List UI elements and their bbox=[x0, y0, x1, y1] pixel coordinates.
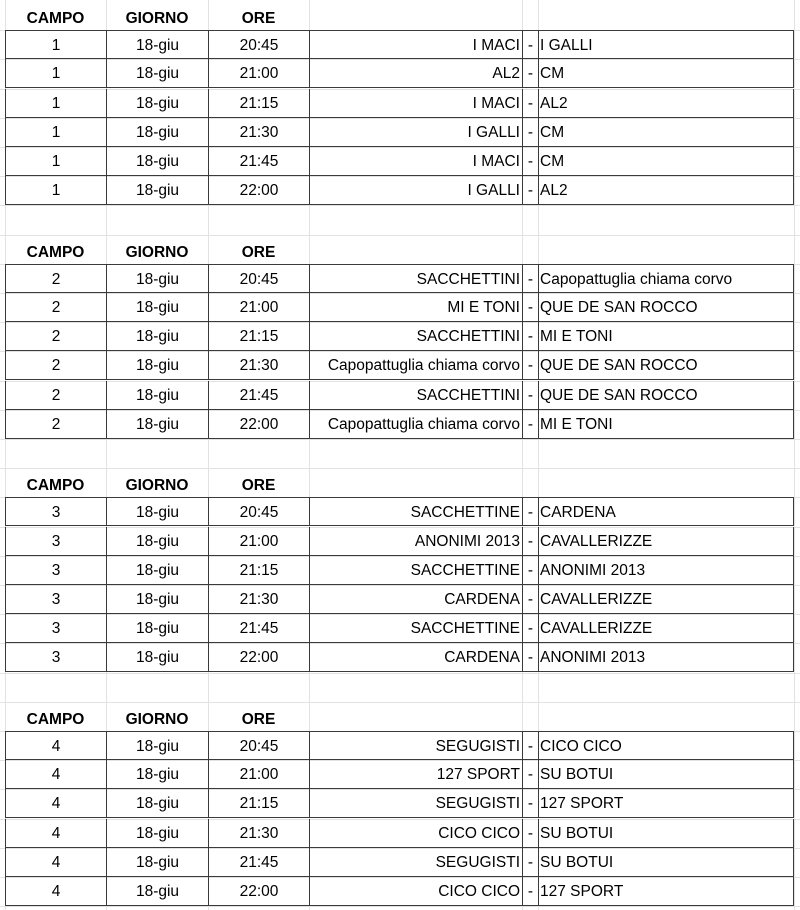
cell-away-team[interactable]: CM bbox=[538, 59, 794, 88]
cell-campo[interactable]: 4 bbox=[5, 789, 106, 818]
cell-ore[interactable]: 21:30 bbox=[208, 351, 309, 380]
cell-giorno[interactable]: 18-giu bbox=[106, 527, 208, 556]
cell-away-team[interactable]: SU BOTUI bbox=[538, 819, 794, 848]
cell-giorno[interactable]: 18-giu bbox=[106, 293, 208, 322]
match-row bbox=[0, 497, 800, 526]
header-giorno[interactable]: GIORNO bbox=[125, 10, 189, 27]
cell-home-team[interactable]: SACCHETTINI bbox=[309, 381, 522, 410]
cell-separator[interactable]: - bbox=[522, 731, 538, 760]
cell-home-team[interactable]: ANONIMI 2013 bbox=[309, 527, 522, 556]
cell-home-team[interactable]: SACCHETTINI bbox=[309, 264, 522, 293]
cell-giorno[interactable]: 18-giu bbox=[106, 877, 208, 906]
cell-campo[interactable]: 2 bbox=[5, 322, 106, 351]
header-empty-away[interactable] bbox=[538, 4, 794, 33]
match-row bbox=[0, 789, 800, 818]
cell-giorno[interactable]: 18-giu bbox=[106, 381, 208, 410]
header-giorno[interactable]: GIORNO bbox=[125, 243, 189, 261]
cell-separator[interactable]: - bbox=[522, 789, 538, 818]
cell-campo[interactable]: 4 bbox=[5, 731, 106, 760]
match-row bbox=[0, 614, 800, 643]
cell-campo[interactable]: 1 bbox=[5, 59, 106, 88]
header-campo[interactable]: CAMPO bbox=[26, 710, 85, 728]
match-row bbox=[0, 585, 800, 614]
cell-away-team[interactable]: CM bbox=[538, 147, 794, 176]
cell-home-team[interactable]: I MACI bbox=[309, 147, 522, 176]
cell-giorno[interactable]: 18-giu bbox=[106, 614, 208, 643]
cell-home-team[interactable]: CICO CICO bbox=[309, 819, 522, 848]
cell-separator[interactable]: - bbox=[522, 556, 538, 585]
cell-ore[interactable]: 20:45 bbox=[208, 264, 309, 293]
cell-ore[interactable]: 21:45 bbox=[208, 381, 309, 410]
match-row bbox=[0, 30, 800, 59]
header-empty-home[interactable] bbox=[309, 238, 522, 267]
cell-giorno[interactable]: 18-giu bbox=[106, 848, 208, 877]
grid-row-line bbox=[0, 906, 800, 907]
match-row bbox=[0, 819, 800, 848]
cell-away-team[interactable]: QUE DE SAN ROCCO bbox=[538, 381, 794, 410]
cell-giorno[interactable]: 18-giu bbox=[106, 89, 208, 118]
cell-ore[interactable]: 22:00 bbox=[208, 643, 309, 672]
cell-campo[interactable]: 1 bbox=[5, 147, 106, 176]
cell-separator[interactable]: - bbox=[522, 848, 538, 877]
header-empty-away[interactable] bbox=[538, 471, 794, 500]
cell-home-team[interactable]: CICO CICO bbox=[309, 877, 522, 906]
grid-row-line bbox=[0, 235, 800, 236]
grid-row-line bbox=[0, 439, 800, 440]
cell-ore[interactable]: 21:00 bbox=[208, 293, 309, 322]
cell-giorno[interactable]: 18-giu bbox=[106, 497, 208, 526]
cell-campo[interactable]: 4 bbox=[5, 877, 106, 906]
cell-giorno[interactable]: 18-giu bbox=[106, 556, 208, 585]
cell-ore[interactable]: 21:15 bbox=[208, 556, 309, 585]
header-empty-dash[interactable] bbox=[522, 4, 538, 33]
cell-separator[interactable]: - bbox=[522, 147, 538, 176]
cell-giorno[interactable]: 18-giu bbox=[106, 410, 208, 439]
cell-campo[interactable]: 3 bbox=[5, 556, 106, 585]
cell-home-team[interactable]: I GALLI bbox=[309, 176, 522, 205]
cell-campo[interactable]: 4 bbox=[5, 760, 106, 789]
cell-campo[interactable]: 3 bbox=[5, 527, 106, 556]
cell-home-team[interactable]: Capopattuglia chiama corvo bbox=[309, 410, 522, 439]
match-row bbox=[0, 877, 800, 906]
cell-separator[interactable]: - bbox=[522, 760, 538, 789]
header-empty-home[interactable] bbox=[309, 471, 522, 500]
cell-ore[interactable]: 22:00 bbox=[208, 877, 309, 906]
match-row bbox=[0, 527, 800, 556]
cell-separator[interactable]: - bbox=[522, 877, 538, 906]
match-row bbox=[0, 760, 800, 789]
cell-ore[interactable]: 22:00 bbox=[208, 410, 309, 439]
cell-ore[interactable]: 21:30 bbox=[208, 819, 309, 848]
cell-home-team[interactable]: I MACI bbox=[309, 30, 522, 59]
cell-separator[interactable]: - bbox=[522, 118, 538, 147]
cell-away-team[interactable]: CM bbox=[538, 118, 794, 147]
cell-ore[interactable]: 21:00 bbox=[208, 527, 309, 556]
cell-away-team[interactable]: QUE DE SAN ROCCO bbox=[538, 293, 794, 322]
match-row bbox=[0, 147, 800, 176]
match-row bbox=[0, 643, 800, 672]
cell-separator[interactable]: - bbox=[522, 59, 538, 88]
cell-ore[interactable]: 21:00 bbox=[208, 760, 309, 789]
header-row-campo-3 bbox=[0, 471, 800, 500]
match-row bbox=[0, 264, 800, 293]
cell-separator[interactable]: - bbox=[522, 293, 538, 322]
cell-home-team[interactable]: MI E TONI bbox=[309, 293, 522, 322]
header-ore[interactable]: ORE bbox=[241, 243, 276, 261]
cell-giorno[interactable]: 18-giu bbox=[106, 585, 208, 614]
header-empty-home[interactable] bbox=[309, 705, 522, 734]
cell-separator[interactable]: - bbox=[522, 585, 538, 614]
header-ore[interactable]: ORE bbox=[241, 710, 276, 728]
cell-separator[interactable]: - bbox=[522, 264, 538, 293]
cell-away-team[interactable]: 127 SPORT bbox=[538, 789, 794, 818]
cell-home-team[interactable]: AL2 bbox=[309, 59, 522, 88]
cell-separator[interactable]: - bbox=[522, 643, 538, 672]
cell-separator[interactable]: - bbox=[522, 176, 538, 205]
cell-home-team[interactable]: I GALLI bbox=[309, 118, 522, 147]
match-row bbox=[0, 410, 800, 439]
cell-home-team[interactable]: CARDENA bbox=[309, 643, 522, 672]
cell-ore[interactable]: 21:45 bbox=[208, 614, 309, 643]
header-giorno[interactable]: GIORNO bbox=[125, 710, 189, 728]
cell-home-team[interactable]: SACCHETTINI bbox=[309, 322, 522, 351]
cell-away-team[interactable]: SU BOTUI bbox=[538, 848, 794, 877]
header-row-campo-2 bbox=[0, 238, 800, 267]
grid-row-line bbox=[0, 673, 800, 674]
match-row bbox=[0, 89, 800, 118]
cell-campo[interactable]: 1 bbox=[5, 176, 106, 205]
match-row bbox=[0, 381, 800, 410]
cell-separator[interactable]: - bbox=[522, 30, 538, 59]
cell-ore[interactable]: 21:45 bbox=[208, 147, 309, 176]
cell-away-team[interactable]: AL2 bbox=[538, 89, 794, 118]
cell-away-team[interactable]: CAVALLERIZZE bbox=[538, 614, 794, 643]
cell-ore[interactable]: 22:00 bbox=[208, 176, 309, 205]
header-row-campo-4 bbox=[0, 705, 800, 734]
cell-campo[interactable]: 3 bbox=[5, 643, 106, 672]
cell-giorno[interactable]: 18-giu bbox=[106, 731, 208, 760]
cell-away-team[interactable]: CAVALLERIZZE bbox=[538, 585, 794, 614]
cell-away-team[interactable]: AL2 bbox=[538, 176, 794, 205]
header-empty-dash[interactable] bbox=[522, 471, 538, 500]
cell-home-team[interactable]: I MACI bbox=[309, 89, 522, 118]
cell-home-team[interactable]: Capopattuglia chiama corvo bbox=[309, 351, 522, 380]
cell-home-team[interactable]: SEGUGISTI bbox=[309, 848, 522, 877]
cell-separator[interactable]: - bbox=[522, 614, 538, 643]
cell-away-team[interactable]: Capopattuglia chiama corvo bbox=[538, 264, 794, 293]
match-row bbox=[0, 322, 800, 351]
cell-giorno[interactable]: 18-giu bbox=[106, 789, 208, 818]
match-row bbox=[0, 59, 800, 88]
cell-giorno[interactable]: 18-giu bbox=[106, 643, 208, 672]
cell-ore[interactable]: 21:45 bbox=[208, 848, 309, 877]
grid-row-line bbox=[0, 468, 800, 469]
cell-away-team[interactable]: CICO CICO bbox=[538, 731, 794, 760]
cell-separator[interactable]: - bbox=[522, 381, 538, 410]
cell-home-team[interactable]: SEGUGISTI bbox=[309, 789, 522, 818]
cell-giorno[interactable]: 18-giu bbox=[106, 322, 208, 351]
cell-campo[interactable]: 3 bbox=[5, 585, 106, 614]
match-row bbox=[0, 556, 800, 585]
cell-separator[interactable]: - bbox=[522, 322, 538, 351]
cell-separator[interactable]: - bbox=[522, 497, 538, 526]
cell-giorno[interactable]: 18-giu bbox=[106, 118, 208, 147]
cell-giorno[interactable]: 18-giu bbox=[106, 264, 208, 293]
cell-away-team[interactable]: MI E TONI bbox=[538, 410, 794, 439]
header-empty-dash[interactable] bbox=[522, 705, 538, 734]
cell-ore[interactable]: 20:45 bbox=[208, 497, 309, 526]
cell-ore[interactable]: 21:30 bbox=[208, 118, 309, 147]
cell-home-team[interactable]: SACCHETTINE bbox=[309, 556, 522, 585]
cell-home-team[interactable]: 127 SPORT bbox=[309, 760, 522, 789]
header-ore[interactable]: ORE bbox=[241, 477, 276, 495]
cell-away-team[interactable]: ANONIMI 2013 bbox=[538, 556, 794, 585]
cell-giorno[interactable]: 18-giu bbox=[106, 819, 208, 848]
cell-campo[interactable]: 1 bbox=[5, 30, 106, 59]
cell-away-team[interactable]: CAVALLERIZZE bbox=[538, 527, 794, 556]
cell-campo[interactable]: 3 bbox=[5, 497, 106, 526]
match-row bbox=[0, 118, 800, 147]
cell-ore[interactable]: 21:15 bbox=[208, 789, 309, 818]
cell-away-team[interactable]: SU BOTUI bbox=[538, 760, 794, 789]
cell-away-team[interactable]: 127 SPORT bbox=[538, 877, 794, 906]
cell-giorno[interactable]: 18-giu bbox=[106, 176, 208, 205]
cell-campo[interactable]: 4 bbox=[5, 819, 106, 848]
cell-giorno[interactable]: 18-giu bbox=[106, 59, 208, 88]
cell-ore[interactable]: 20:45 bbox=[208, 30, 309, 59]
cell-campo[interactable]: 2 bbox=[5, 293, 106, 322]
cell-separator[interactable]: - bbox=[522, 89, 538, 118]
cell-away-team[interactable]: ANONIMI 2013 bbox=[538, 643, 794, 672]
header-ore[interactable]: ORE bbox=[241, 10, 276, 27]
cell-away-team[interactable]: QUE DE SAN ROCCO bbox=[538, 351, 794, 380]
cell-separator[interactable]: - bbox=[522, 410, 538, 439]
match-row bbox=[0, 731, 800, 760]
match-row bbox=[0, 848, 800, 877]
cell-home-team[interactable]: CARDENA bbox=[309, 585, 522, 614]
cell-ore[interactable]: 21:00 bbox=[208, 59, 309, 88]
cell-giorno[interactable]: 18-giu bbox=[106, 30, 208, 59]
cell-separator[interactable]: - bbox=[522, 527, 538, 556]
cell-giorno[interactable]: 18-giu bbox=[106, 147, 208, 176]
match-row bbox=[0, 293, 800, 322]
cell-separator[interactable]: - bbox=[522, 351, 538, 380]
cell-giorno[interactable]: 18-giu bbox=[106, 351, 208, 380]
cell-away-team[interactable]: MI E TONI bbox=[538, 322, 794, 351]
header-empty-away[interactable] bbox=[538, 705, 794, 734]
cell-campo[interactable]: 4 bbox=[5, 848, 106, 877]
cell-ore[interactable]: 20:45 bbox=[208, 731, 309, 760]
cell-away-team[interactable]: I GALLI bbox=[538, 30, 794, 59]
cell-campo[interactable]: 3 bbox=[5, 614, 106, 643]
match-row bbox=[0, 176, 800, 205]
cell-ore[interactable]: 21:30 bbox=[208, 585, 309, 614]
header-row-campo-1 bbox=[0, 4, 800, 33]
cell-campo[interactable]: 2 bbox=[5, 351, 106, 380]
grid-row-line bbox=[0, 702, 800, 703]
cell-home-team[interactable]: SACCHETTINE bbox=[309, 497, 522, 526]
header-empty-dash[interactable] bbox=[522, 238, 538, 267]
header-campo[interactable]: CAMPO bbox=[26, 477, 85, 495]
cell-campo[interactable]: 1 bbox=[5, 89, 106, 118]
cell-ore[interactable]: 21:15 bbox=[208, 89, 309, 118]
cell-giorno[interactable]: 18-giu bbox=[106, 760, 208, 789]
cell-campo[interactable]: 2 bbox=[5, 264, 106, 293]
cell-ore[interactable]: 21:15 bbox=[208, 322, 309, 351]
header-empty-away[interactable] bbox=[538, 238, 794, 267]
header-campo[interactable]: CAMPO bbox=[26, 243, 85, 261]
cell-campo[interactable]: 2 bbox=[5, 410, 106, 439]
cell-separator[interactable]: - bbox=[522, 819, 538, 848]
cell-home-team[interactable]: SACCHETTINE bbox=[309, 614, 522, 643]
header-campo[interactable]: CAMPO bbox=[26, 10, 85, 27]
match-row bbox=[0, 351, 800, 380]
header-giorno[interactable]: GIORNO bbox=[125, 477, 189, 495]
cell-campo[interactable]: 2 bbox=[5, 381, 106, 410]
header-empty-home[interactable] bbox=[309, 4, 522, 33]
cell-home-team[interactable]: SEGUGISTI bbox=[309, 731, 522, 760]
cell-campo[interactable]: 1 bbox=[5, 118, 106, 147]
cell-away-team[interactable]: CARDENA bbox=[538, 497, 794, 526]
